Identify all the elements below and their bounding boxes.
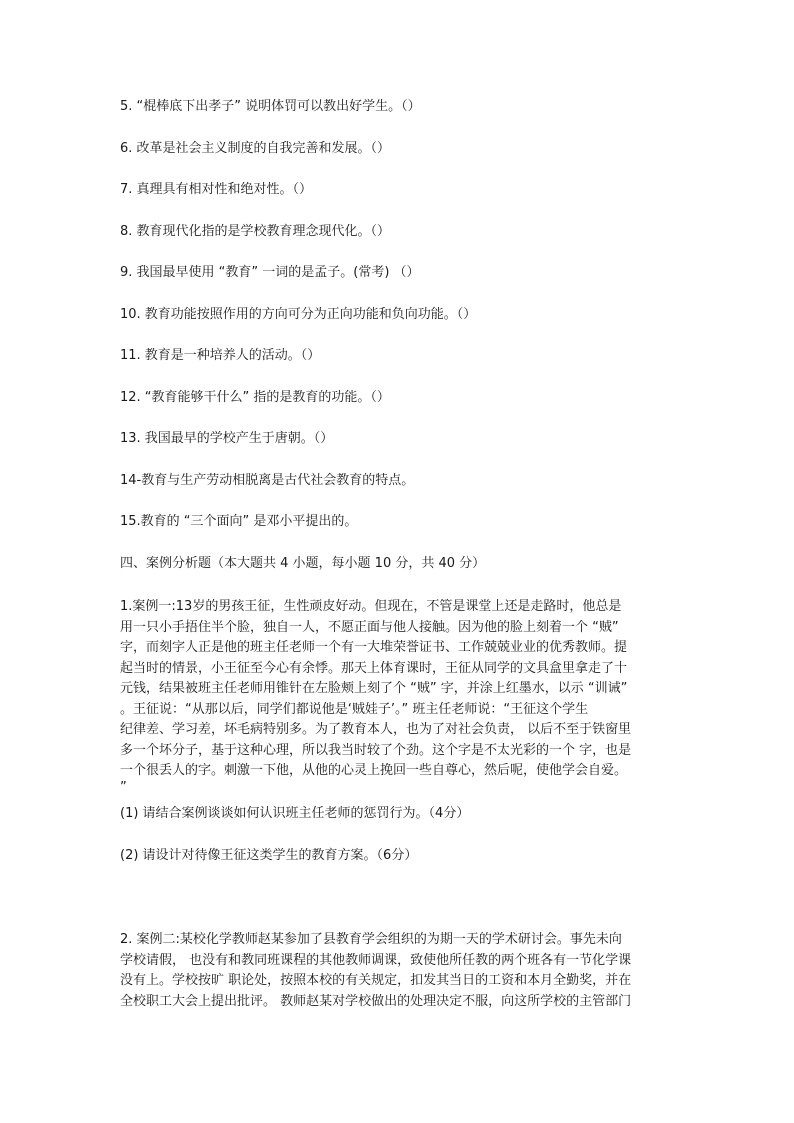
judgment-item-11: 11. 教育是一种培养人的活动。（） xyxy=(120,348,321,363)
judgment-item-15: 15.教育的 “三个面向” 是邓小平提出的。 xyxy=(120,514,358,529)
judgment-item-8: 8. 教育现代化指的是学校教育理念现代化。（） xyxy=(120,224,391,239)
judgment-item-12: 12. “教育能够干什么” 指的是教育的功能。（） xyxy=(120,390,390,405)
judgment-item-13: 13. 我国最早的学校产生于唐朝。（） xyxy=(120,431,334,446)
judgment-item-14: 14-教育与生产劳动相脱离是古代社会教育的特点。 xyxy=(120,473,415,488)
case-1-line: 一个很丢人的字。刺激一下他，从他的心灵上挽回一些自尊心，然后呢，使他学会自爱。 xyxy=(120,763,628,778)
case-1-question-2: (2) 请设计对待像王征这类学生的教育方案。（6分） xyxy=(120,848,418,863)
case-1-line: 纪律差、学习差，坏毛病特别多。为了教育本人，也为了对社会负责， 以后不至于铁窗里 xyxy=(120,722,632,737)
case-1-line: 元钱，结果被班主任老师用锥针在左脸颊上刻了个 “贼” 字，并涂上红墨水，以示 “训诫” xyxy=(120,681,628,696)
case-1-line: 多一个坏分子，基于这种心理，所以我当时较了个劲。这个字是不太光彩的一个 字，也是 xyxy=(120,742,632,758)
section-heading: 四、案例分析题（本大题共 4 小题，每小题 10 分，共 40 分） xyxy=(120,556,486,571)
case-1-line: 字，而刻字人正是他的班主任老师一个有一大堆荣誉证书、工作兢兢业业的优秀教师。提 xyxy=(120,640,628,655)
case-2-line: 没有上。学校按旷 职论处，按照本校的有关规定，扣发其当日的工资和本月全勤奖，并在 xyxy=(120,973,632,988)
case-1-line: 。王征说：“从那以后，同学们都说他是‘贼娃子’。” 班主任老师说：“王征这个学生 xyxy=(120,701,589,717)
case-2-line: 全校职工大会上提出批评。 教师赵某对学校做出的处理决定不服，向这所学校的主管部门 xyxy=(120,993,632,1009)
case-1-line: 起当时的情景，小王征至今心有余悸。那天上体育课时，王征从同学的文具盒里拿走了十 xyxy=(120,660,628,676)
judgment-item-5: 5. “棍棒底下出孝子” 说明体罚可以教出好学生。（） xyxy=(120,99,421,114)
case-1-question-1: (1) 请结合案例谈谈如何认识班主任老师的惩罚行为。（4分） xyxy=(120,806,470,821)
case-1-line: ” xyxy=(120,779,127,795)
judgment-item-7: 7. 真理具有相对性和绝对性。（） xyxy=(120,182,313,197)
case-1-paragraph xyxy=(120,597,676,794)
case-2-line: 2. 案例二:某校化学教师赵某参加了县教育学会组织的为期一天的学术研讨会。事先未向 xyxy=(120,932,622,947)
judgment-item-6: 6. 改革是社会主义制度的自我完善和发展。（） xyxy=(120,141,391,156)
judgment-item-9: 9. 我国最早使用 “教育” 一词的是孟子。(常考) （） xyxy=(120,265,420,280)
case-1-line: 1.案例一:13岁的男孩王征，生性顽皮好动。但现在，不管是课堂上还是走路时，他总是 xyxy=(120,599,622,614)
judgment-item-10: 10. 教育功能按照作用的方向可分为正向功能和负向功能。（） xyxy=(120,307,477,322)
case-1-line: 用一只小手捂住半个脸，独自一人，不愿正面与他人接触。因为他的脸上刻着一个 “贼” xyxy=(120,619,619,635)
case-2-paragraph xyxy=(120,930,676,1012)
case-2-line: 学校请假， 也没有和教同班课程的其他教师调课，致使他所任教的两个班各有一节化学课 xyxy=(120,952,632,968)
